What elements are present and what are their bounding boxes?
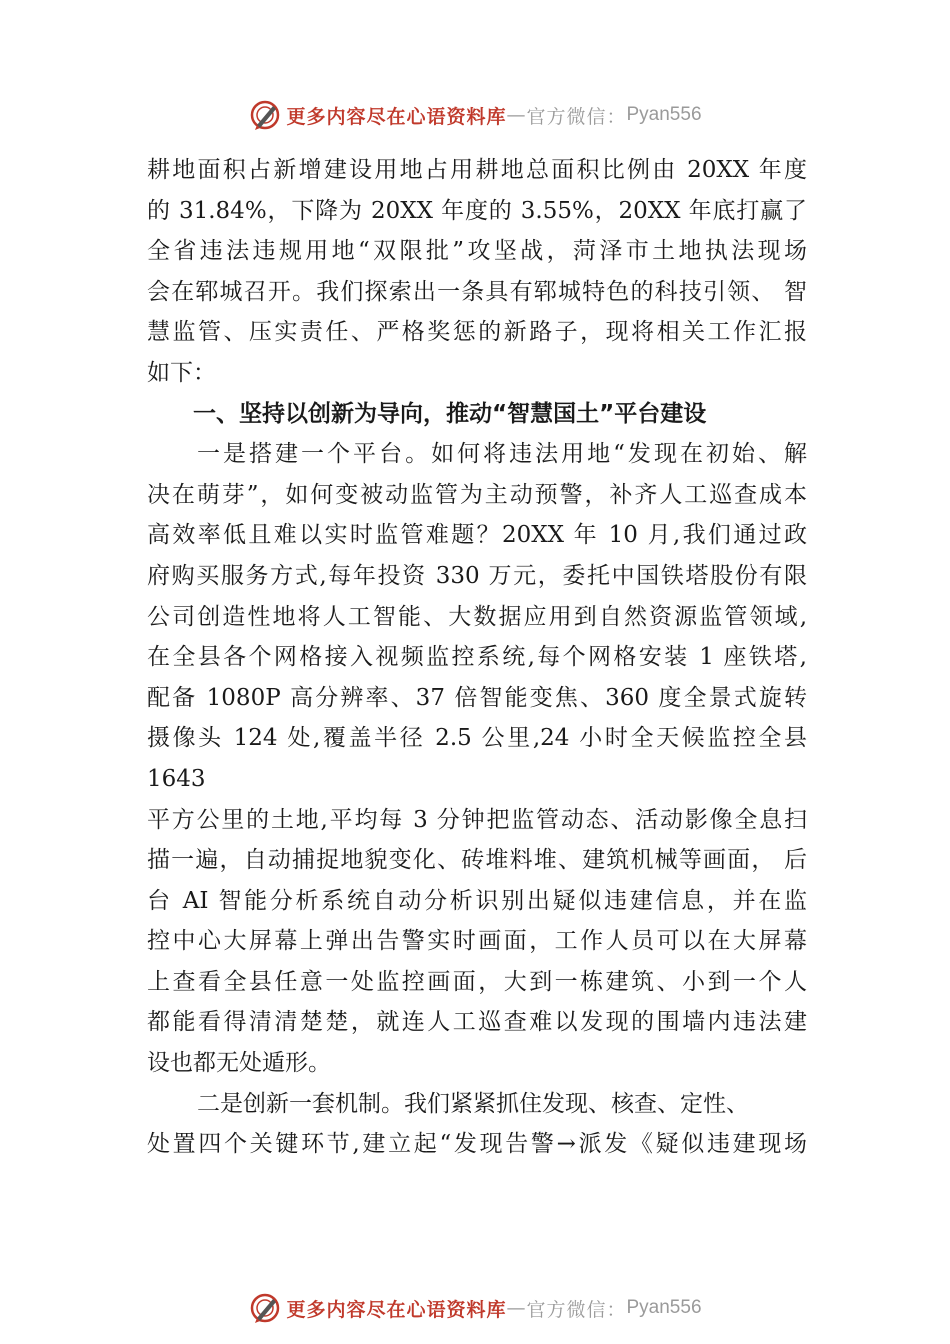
banner-dash: — xyxy=(506,1297,527,1319)
text-line: 如下： xyxy=(147,359,216,386)
text-line: 会在郓城召开。我们探索出一条具有郓城特色的科技引领、 智 xyxy=(147,278,807,305)
pen-logo-icon xyxy=(248,98,282,132)
text-line: 摄像头 124 处,覆盖半径 2.5 公里,24 小时全天候监控全县 xyxy=(147,725,807,752)
banner-wechat: Pyan556 xyxy=(626,1297,702,1318)
text-line: 平方公里的土地,平均每 3 分钟把监管动态、活动影像全息扫 xyxy=(147,806,807,833)
text-line: 描一遍，自动捕捉地貌变化、砖堆料堆、建筑机械等画面， 后 xyxy=(147,847,807,874)
banner-official: 官方微信： xyxy=(526,1298,627,1321)
text-line: 的 31.84%，下降为 20XX 年度的 3.55%，20XX 年底打赢了 xyxy=(147,197,807,224)
text-line: 在全县各个网格接入视频监控系统,每个网格安装 1 座铁塔, xyxy=(147,644,807,671)
text-line: 台 AI 智能分析系统自动分析识别出疑似违建信息，并在监 xyxy=(147,887,807,914)
header-watermark xyxy=(0,95,950,135)
document-body xyxy=(147,150,807,1165)
text-line: 处置四个关键环节,建立起“发现告警→派发《疑似违建现场 xyxy=(147,1131,807,1158)
pen-logo-icon xyxy=(248,1291,282,1325)
footer-watermark xyxy=(0,1288,950,1328)
banner-wechat: Pyan556 xyxy=(626,104,702,125)
text-line: 高效率低且难以实时监管难题？20XX 年 10 月,我们通过政 xyxy=(147,522,807,549)
text-line: 一是搭建一个平台。如何将违法用地“发现在初始、解 xyxy=(197,441,807,468)
text-line: 1643 xyxy=(147,765,206,792)
text-line: 慧监管、压实责任、严格奖惩的新路子，现将相关工作汇报 xyxy=(147,319,807,346)
banner-brand: 更多内容尽在心语资料库 xyxy=(286,1298,507,1321)
text-line: 控中心大屏幕上弹出告警实时画面，工作人员可以在大屏幕 xyxy=(147,928,807,955)
text-line: 全省违法违规用地“双限批”攻坚战，菏泽市土地执法现场 xyxy=(147,238,807,265)
banner-official: 官方微信： xyxy=(526,105,627,128)
text-line: 耕地面积占新增建设用地占用耕地总面积比例由 20XX 年度 xyxy=(147,157,807,183)
text-line: 设也都无处遁形。 xyxy=(147,1050,331,1077)
banner-dash: — xyxy=(506,104,527,126)
text-line: 二是创新一套机制。我们紧紧抓住发现、核查、定性、 xyxy=(197,1090,749,1117)
section-heading: 一、坚持以创新为导向，推动“智慧国土”平台建设 xyxy=(193,400,707,427)
text-line: 公司创造性地将人工智能、大数据应用到自然资源监管领域, xyxy=(147,603,807,630)
banner-brand: 更多内容尽在心语资料库 xyxy=(286,105,507,128)
text-line: 府购买服务方式,每年投资 330 万元，委托中国铁塔股份有限 xyxy=(147,562,807,589)
text-line: 配备 1080P 高分辨率、37 倍智能变焦、360 度全景式旋转 xyxy=(147,684,807,711)
text-line: 都能看得清清楚楚，就连人工巡查难以发现的围墙内违法建 xyxy=(147,1009,807,1036)
text-line: 决在萌芽”，如何变被动监管为主动预警，补齐人工巡查成本 xyxy=(147,481,807,508)
text-line: 上查看全县任意一处监控画面，大到一栋建筑、小到一个人 xyxy=(147,968,807,995)
